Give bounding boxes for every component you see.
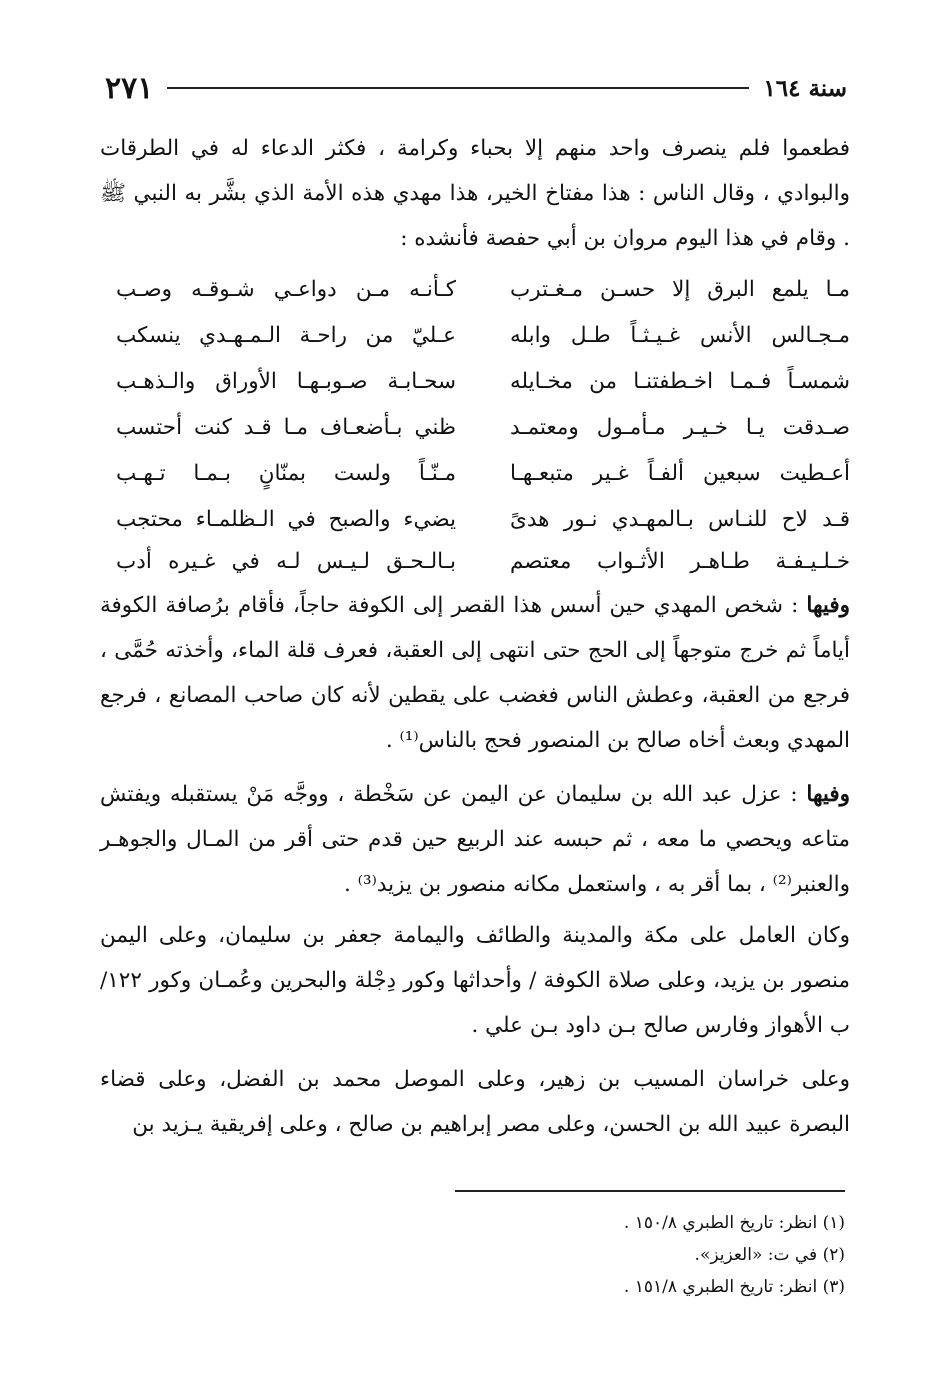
poem-verse (100, 360, 850, 404)
verse-first-hemistich: صـدقت يـا خـيـر مـأمـول ومعتمـد (510, 415, 850, 440)
verse-second-hemistich: بـالـحـق لـيـس لـه في غـيره أدب (116, 549, 456, 574)
poem-verse (100, 498, 850, 542)
poem-verse (100, 452, 850, 496)
verse-second-hemistich: كـأنـه مـن دواعـي شـوقـه وصـب (116, 277, 456, 302)
body-paragraph (100, 583, 850, 763)
verse-second-hemistich: عـليّ من راحـة الـمـهـدي ينسكب (116, 323, 456, 348)
verse-second-hemistich: يضيء والصبح في الـظلمـاء محتجب (116, 507, 456, 532)
verse-first-hemistich: أعـطيت سبعين ألفـاً غـير متبعـهـا (510, 461, 850, 486)
poem-verse (100, 406, 850, 450)
verse-first-hemistich: مـجـالس الأنس غـيـثـاً طـل وابله (510, 323, 850, 348)
paragraph-text: وعلى خراسان المسيب بن زهير، وعلى الموصل محمد بن الفضل، وعلى قضاء البصرة عبيد الله بن الحسن، وعلى مصر إبراهيم بن صالح ، وعلى إفريقية يـزيد بن (100, 1067, 850, 1137)
verse-first-hemistich: مـا يلمع البرق إلا حسـن مـغـترب (510, 277, 850, 302)
paragraph-text: وكان العامل على مكة والمدينة والطائف واليمامة جعفر بن سليمان، وعلى اليمن منصور بن يزيد، وعلى صلاة الكوفة / وأحداثها وكور دِجْلة والبحرين وعُمـان وكور ١٢٢/ب الأهواز وفارس صالح بـن داود بـن علي . (100, 923, 850, 1038)
body-paragraph (100, 772, 850, 907)
verse-second-hemistich: مـنّـاً ولست بمنّانٍ بـمـا تـهـب (116, 461, 456, 486)
body-paragraph (100, 913, 850, 1048)
poem-verse (100, 314, 850, 358)
paragraph-lead: وفيها (806, 593, 850, 618)
verse-first-hemistich: شمسـاً فـمـا اخـطفتنـا من مخـايله (510, 369, 850, 394)
poem-verse (100, 268, 850, 312)
header-rule (167, 87, 749, 89)
footnote-separator (455, 1190, 845, 1192)
poem-verse (100, 540, 850, 584)
footnote: (١) انظر: تاريخ الطبري ١٥٠/٨ . (623, 1213, 845, 1233)
page-number: ٢٧١ (105, 70, 154, 106)
verse-first-hemistich: قـد لاح للنـاس بـالمهـدي نـور هدىً (510, 507, 850, 532)
verse-second-hemistich: ظني بـأضعـاف مـا قـد كنت أحتسب (116, 415, 456, 440)
paragraph-lead: وفيها (806, 782, 850, 807)
body-paragraph (100, 1057, 850, 1147)
verse-second-hemistich: سحـابـة صـوبـهـا الأوراق والـذهـب (116, 369, 456, 394)
paragraph-text: : شخص المهدي حين أسس هذا القصر إلى الكوفة حاجاً، فأقام برُصافة الكوفة أياماً ثم خرج متوجهاً إلى الحج حتى انتهى إلى العقبة، فعرف قلة الماء، وأخذته حُمَّى ، فرجع من العقبة، وعطش الناس فغضب على يقطين لأنه كان صاحب المصانع ، فرجع المهدي وبعث أخاه صالح بن المنصور فحج بالناس⁽¹⁾ . (100, 593, 850, 753)
running-header (105, 68, 847, 108)
paragraph-text: : عزل عبد الله بن سليمان عن اليمن عن سَخْطة ، ووجَّه مَنْ يستقبله ويفتش متاعه ويحصي ما معه ، ثم حبسه عند الربيع حين قدم حتى أقر من المـال والجوهـر والعنبر⁽²⁾ ، بما أقر به ، واستعمل مكانه منصور بن يزيد⁽³⁾ . (100, 782, 850, 897)
footnote: (٣) انظر: تاريخ الطبري ١٥١/٨ . (623, 1277, 845, 1297)
header-year: سنة ١٦٤ (763, 74, 847, 102)
footnote: (٢) في ت: «العزيز». (694, 1245, 845, 1265)
intro-paragraph: فطعموا فلم ينصرف واحد منهم إلا بحباء وكرامة ، فكثر الدعاء له في الطرقات والبوادي ، وقال الناس : هذا مفتاخ الخير، هذا مهدي هذه الأمة الذي بشَّر به النبي ﷺ . وقام في هذا اليوم مروان بن أبي حفصة فأنشده : (100, 136, 850, 251)
verse-first-hemistich: خـلـيـفـة طـاهـر الأثـواب معتصم (510, 549, 850, 574)
